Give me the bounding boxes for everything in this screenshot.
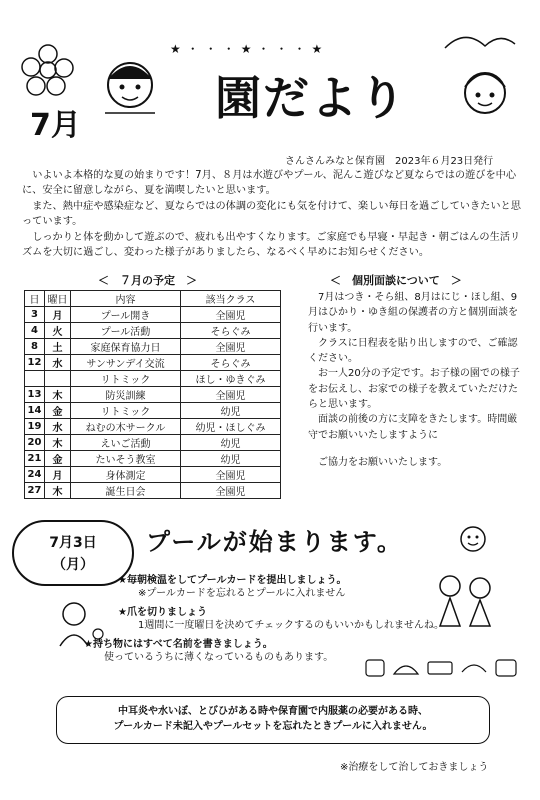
- weekday-cell: 月: [45, 307, 71, 323]
- belongings-icons: [362, 654, 522, 682]
- mendan-heading: ＜ 個別面談について ＞: [330, 274, 462, 287]
- intro-paragraph: いよいよ本格的な夏の始まりです！7月、８月は水遊びやプール、泥んこ遊びなど夏ならではの遊びを中心に、安全に留意しながら、夏を満喫したいと思います。: [22, 170, 517, 197]
- table-row: [25, 435, 281, 451]
- table-row: [25, 323, 281, 339]
- content-cell: リトミック: [71, 403, 181, 419]
- column-header: 該当クラス: [181, 291, 281, 307]
- weekday-cell: 金: [45, 451, 71, 467]
- content-cell: サンサンデイ交流: [71, 355, 181, 371]
- content-cell: 誕生日会: [71, 483, 181, 499]
- class-cell: 全園児: [181, 483, 281, 499]
- weekday-cell: 火: [45, 323, 71, 339]
- date-cell: 12: [25, 355, 45, 371]
- weekday-cell: 水: [45, 419, 71, 435]
- pool-date-badge: [12, 520, 134, 586]
- table-row: [25, 339, 281, 355]
- content-cell: プール開き: [71, 307, 181, 323]
- item-heading: ★毎朝検温をしてプールカードを提出しましょう。: [118, 575, 347, 586]
- table-row: [25, 419, 281, 435]
- date-cell: 27: [25, 483, 45, 499]
- star-decoration: ★・・・★・・・★: [170, 42, 329, 56]
- table-header: [25, 291, 281, 307]
- date-cell: [25, 371, 45, 387]
- table-row: [25, 403, 281, 419]
- item-note: 1週間に一度曜日を決めてチェックするのもいいかもしれませんね。: [138, 620, 445, 631]
- content-cell: たいそう教室: [71, 451, 181, 467]
- column-header: 日: [25, 291, 45, 307]
- class-cell: 幼児: [181, 435, 281, 451]
- header: [0, 0, 540, 150]
- mendan-paragraph: 7月はつき・そら組、8月はにじ・ほし組、9月はひかり・ゆき組の保護者の方と個別面談を行います。: [308, 292, 518, 334]
- date-cell: 13: [25, 387, 45, 403]
- list-item: [118, 606, 445, 632]
- table-row: [25, 387, 281, 403]
- content-cell: 家庭保育協力日: [71, 339, 181, 355]
- weekday-cell: 木: [45, 435, 71, 451]
- weekday-cell: 月: [45, 467, 71, 483]
- item-heading: ★爪を切りましょう: [118, 607, 207, 618]
- date-cell: 24: [25, 467, 45, 483]
- mendan-paragraph: クラスに日程表を貼り出しますので、ご確認ください。: [308, 337, 518, 365]
- content-cell: えいご活動: [71, 435, 181, 451]
- column-header: 曜日: [45, 291, 71, 307]
- list-item: [118, 574, 418, 600]
- table-row: [25, 483, 281, 499]
- item-note: 使っているうちに薄くなっているものもあります。: [104, 652, 334, 663]
- weekday-cell: 土: [45, 339, 71, 355]
- mendan-paragraph: ご協力をお願いいたします。: [318, 456, 448, 468]
- notice-line: プールカード未記入やプールセットを忘れたときプールに入れません。: [113, 721, 433, 732]
- class-cell: 全園児: [181, 307, 281, 323]
- class-cell: そらぐみ: [181, 355, 281, 371]
- table-row: [25, 307, 281, 323]
- class-cell: 全園児: [181, 387, 281, 403]
- intro-paragraph: また、熱中症や感染症など、夏ならではの体調の変化にも気を付けて、楽しい毎日を過ごしていきたいと思っています。: [22, 200, 521, 228]
- notice-line: 中耳炎や水いぼ、とびひがある時や保育園で内服薬の必要がある時、: [118, 706, 428, 717]
- mendan-text: [308, 290, 520, 470]
- flower-icon: [18, 40, 78, 100]
- schedule-heading: ＜ ７月の予定 ＞: [98, 274, 197, 287]
- date-cell: 4: [25, 323, 45, 339]
- intro-paragraph: しっかりと体を動かして遊ぶので、疲れも出やすくなります。ご家庭でも早寝・早起き・朝ごはんの生活リズムを大切に過ごし、変わった様子がありましたら、なるべく早めにお知らせください。: [22, 231, 521, 259]
- leaf-icon: [440, 28, 520, 58]
- pool-notice: [56, 696, 490, 744]
- table-row: [25, 371, 281, 387]
- content-cell: 身体測定: [71, 467, 181, 483]
- pool-title: プールが始まります。: [146, 528, 403, 556]
- column-header: 内容: [71, 291, 181, 307]
- weekday-cell: 木: [45, 387, 71, 403]
- content-cell: ねむの木サークル: [71, 419, 181, 435]
- content-cell: プール活動: [71, 323, 181, 339]
- weekday-cell: 水: [45, 355, 71, 371]
- month-label: 7月: [30, 108, 81, 143]
- sun-icon: [448, 516, 498, 562]
- pool-weekday: （月）: [52, 557, 94, 573]
- class-cell: ほし・ゆきぐみ: [181, 371, 281, 387]
- intro-text: [22, 168, 522, 260]
- weekday-cell: [45, 371, 71, 387]
- child-icon: [450, 55, 520, 125]
- class-cell: 全園児: [181, 339, 281, 355]
- content-cell: 防災訓練: [71, 387, 181, 403]
- item-note: ※プールカードを忘れるとプールに入れません: [138, 588, 346, 599]
- date-cell: 21: [25, 451, 45, 467]
- date-cell: 14: [25, 403, 45, 419]
- table-row: [25, 355, 281, 371]
- item-heading: ★持ち物にはすべて名前を書きましょう。: [84, 639, 273, 650]
- weekday-cell: 金: [45, 403, 71, 419]
- issuer-line: さんさんみなと保育園 2023年６月23日発行: [285, 156, 494, 167]
- date-cell: 20: [25, 435, 45, 451]
- weekday-cell: 木: [45, 483, 71, 499]
- table-row: [25, 467, 281, 483]
- page-title: 園だより: [215, 71, 407, 125]
- schedule-table: [24, 290, 281, 499]
- pool-date: 7月3日: [49, 535, 97, 551]
- class-cell: 幼児・ほしぐみ: [181, 419, 281, 435]
- date-cell: 19: [25, 419, 45, 435]
- class-cell: 全園児: [181, 467, 281, 483]
- content-cell: リトミック: [71, 371, 181, 387]
- date-cell: 3: [25, 307, 45, 323]
- mendan-paragraph: 面談の前後の方に支障をきたします。時間厳守でお願いいたしますように: [308, 414, 518, 441]
- class-cell: 幼児: [181, 403, 281, 419]
- child-icon: [95, 45, 165, 125]
- mendan-paragraph: お一人20分の予定です。お子様の園での様子をお伝えし、お家での様子を教えていただけたらと思います。: [308, 368, 520, 411]
- class-cell: そらぐみ: [181, 323, 281, 339]
- class-cell: 幼児: [181, 451, 281, 467]
- footnote: ※治療をして治しておきましょう: [340, 762, 489, 773]
- date-cell: 8: [25, 339, 45, 355]
- table-row: [25, 451, 281, 467]
